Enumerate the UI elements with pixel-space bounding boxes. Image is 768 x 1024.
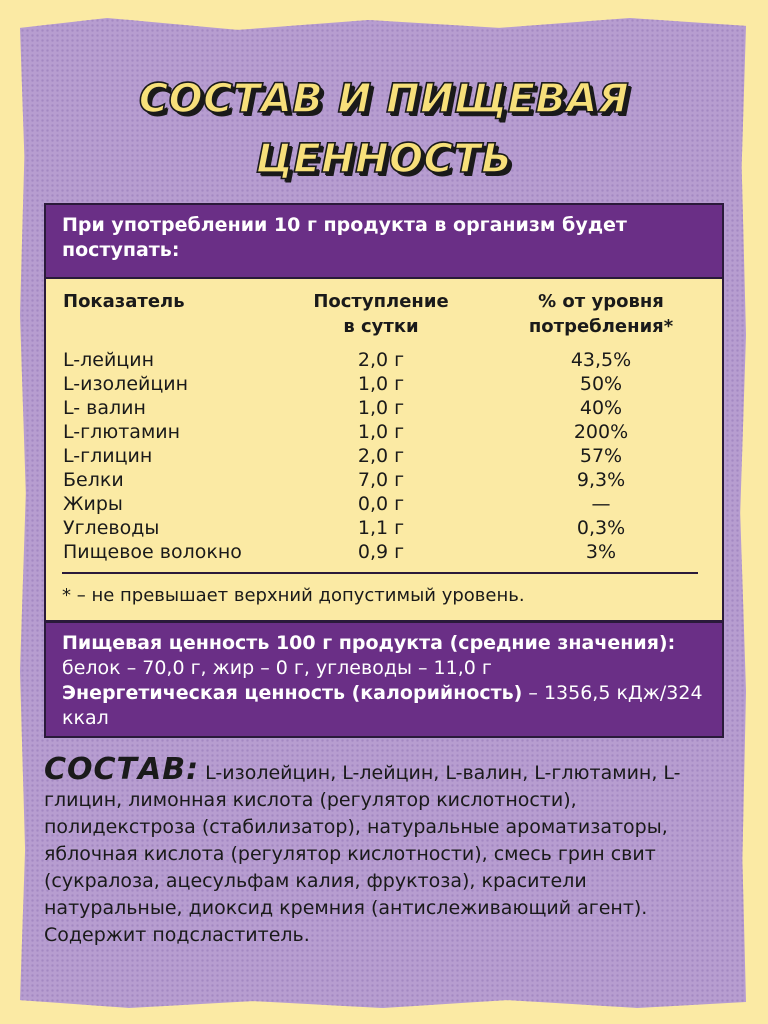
table-row (46, 444, 722, 468)
row-percent: 9,3% (576, 469, 626, 491)
row-amount: 2,0 г (357, 445, 405, 467)
row-percent: — (591, 493, 611, 515)
row-amount: 1,0 г (357, 421, 405, 443)
row-name: Пищевое волокно (63, 541, 242, 563)
row-amount: 0,9 г (357, 541, 405, 563)
row-amount: 2,0 г (357, 349, 405, 371)
row-amount: 7,0 г (357, 469, 405, 491)
page-title-line1: СОСТАВ И ПИЩЕВАЯ (138, 76, 630, 122)
table-row (46, 396, 722, 420)
nutrition-bold-2: Энергетическая ценность (калорийность) (62, 682, 523, 704)
table-rows (46, 348, 722, 564)
table-row (46, 348, 722, 372)
table-row (46, 516, 722, 540)
header-percent-line2: потребления* (528, 316, 674, 337)
row-name: Белки (63, 469, 124, 491)
row-percent: 43,5% (570, 349, 632, 371)
row-name: L-глютамин (63, 421, 181, 443)
nutrition-value-band (46, 621, 722, 736)
header-intake (286, 289, 476, 339)
row-amount: 1,1 г (357, 517, 405, 539)
nutrition-bold-1: Пищевая ценность 100 г продукта (средние значения): (62, 632, 676, 654)
row-amount: 1,0 г (357, 397, 405, 419)
row-percent: 50% (579, 373, 623, 395)
composition-label: СОСТАВ: (44, 752, 200, 787)
header-intake-line2: в сутки (343, 316, 419, 337)
nutrition-regular-1: белок – 70,0 г, жир – 0 г, углеводы – 11,0 г (62, 657, 492, 679)
row-percent: 40% (579, 397, 623, 419)
composition-text (44, 752, 724, 949)
table-row (46, 540, 722, 564)
table-row (46, 468, 722, 492)
header-indicator (63, 289, 185, 314)
row-amount: 0,0 г (357, 493, 405, 515)
row-percent: 0,3% (576, 517, 626, 539)
row-name: Углеводы (63, 517, 160, 539)
composition-body: L-изолейцин, L-лейцин, L-валин, L-глютамин, L-глицин, лимонная кислота (регулятор кислотности), полидекстроза (стабилизатор), натуральные ароматизаторы, яблочная кислота (регулятор кислотности), смесь грин свит (сукралоза, ацесульфам калия, фруктоза), красители натуральные, диоксид кремния (антислеживающий агент). Содержит подсластитель. (44, 762, 681, 946)
row-percent: 200% (573, 421, 629, 443)
header-percent-line1: % от уровня (538, 291, 664, 312)
table-row (46, 492, 722, 516)
header-percent (494, 289, 708, 339)
row-percent: 3% (585, 541, 617, 563)
row-amount: 1,0 г (357, 373, 405, 395)
intro-band: При употреблении 10 г продукта в организм будет поступать: (46, 205, 722, 277)
table-row (46, 420, 722, 444)
row-name: L-изолейцин (63, 373, 189, 395)
row-name: L-лейцин (63, 349, 154, 371)
footnote: * – не превышает верхний допустимый уровень. (62, 585, 525, 606)
row-name: L- валин (63, 397, 146, 419)
footnote-divider (62, 572, 698, 574)
nutrition-table (44, 203, 724, 738)
table-row (46, 372, 722, 396)
row-name: Жиры (63, 493, 123, 515)
row-percent: 57% (579, 445, 623, 467)
page-title-line2: ЦЕННОСТЬ (255, 136, 513, 182)
header-intake-line1: Поступление (313, 291, 449, 312)
row-name: L-глицин (63, 445, 153, 467)
header-indicator-text: Показатель (63, 291, 185, 312)
nutrition-regular-2: – 1356,5 кДж/324 ккал (62, 682, 703, 729)
